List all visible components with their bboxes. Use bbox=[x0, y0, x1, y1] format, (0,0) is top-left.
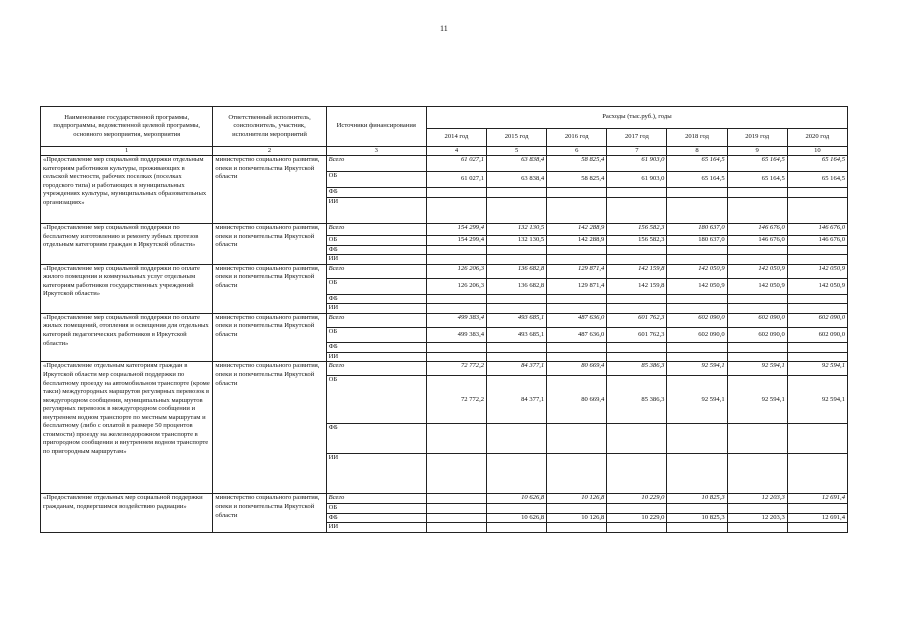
expense-value bbox=[547, 424, 607, 454]
funding-source: ОБ bbox=[326, 376, 426, 424]
expense-value bbox=[487, 342, 547, 352]
executor-name: министерство социального развития, опеки и попечительства Иркутской области bbox=[213, 494, 326, 533]
table-row bbox=[41, 224, 848, 236]
program-name: «Предоставление мер социальной поддержки по оплате жилого помещения и коммунальных услуг отдельным категориям работников государственных учреждений Иркутской области» bbox=[41, 264, 213, 313]
expense-value: 180 637,0 bbox=[667, 236, 727, 246]
expense-value: 80 669,4 bbox=[547, 376, 607, 424]
expense-value: 85 386,3 bbox=[607, 362, 667, 376]
expense-value: 136 682,8 bbox=[487, 278, 547, 294]
expense-value bbox=[426, 198, 486, 224]
funding-source: ИИ bbox=[326, 304, 426, 314]
expense-value bbox=[607, 454, 667, 494]
expense-value: 12 691,4 bbox=[787, 513, 847, 523]
column-number: 6 bbox=[547, 147, 607, 156]
expense-value: 126 206,3 bbox=[426, 278, 486, 294]
expense-value: 132 130,5 bbox=[487, 224, 547, 236]
expense-value bbox=[607, 255, 667, 265]
expense-value: 132 130,5 bbox=[487, 236, 547, 246]
expense-value bbox=[547, 523, 607, 533]
expense-value: 602 090,0 bbox=[787, 313, 847, 327]
header-name: Наименование государственной программы, подпрограммы, ведомственной целевой программы, основного мероприятия, мероприятия bbox=[41, 107, 213, 147]
expense-value bbox=[426, 503, 486, 513]
expense-value bbox=[667, 523, 727, 533]
funding-source: Всего bbox=[326, 264, 426, 278]
funding-source: ИИ bbox=[326, 198, 426, 224]
expense-value bbox=[787, 342, 847, 352]
expense-value bbox=[487, 198, 547, 224]
program-name: «Предоставление отдельным категориям граждан в Иркутской области мер социальной поддержки по бесплатному проезду на автомобильном транспорте (кроме такси) междугородных маршрутов регулярных перевозок в междугородном сообщении, муниципальных маршрутов регулярных перевозок в междугородном сообщении и внутреннем водном транспорте по местным маршрутам и бесплатному (либо с оплатой в размере 50 процентов стоимости) проезду на железнодорожном транспорте в пригородном сообщении и внутреннем водном транспорте по пригородным маршрутам» bbox=[41, 362, 213, 494]
expense-value: 80 669,4 bbox=[547, 362, 607, 376]
expense-value bbox=[426, 424, 486, 454]
expense-value: 142 288,9 bbox=[547, 224, 607, 236]
expense-value bbox=[487, 503, 547, 513]
expense-value: 180 637,0 bbox=[667, 224, 727, 236]
expense-value: 602 090,0 bbox=[727, 313, 787, 327]
executor-name: министерство социального развития, опеки и попечительства Иркутской области bbox=[213, 362, 326, 494]
program-name: «Предоставление отдельных мер социальной поддержки гражданам, подвергшимся воздействию радиации» bbox=[41, 494, 213, 533]
expense-value bbox=[727, 304, 787, 314]
column-number: 2 bbox=[213, 147, 326, 156]
funding-source: ФБ bbox=[326, 294, 426, 304]
expense-value bbox=[667, 198, 727, 224]
column-number: 10 bbox=[787, 147, 847, 156]
executor-name: министерство социального развития, опеки и попечительства Иркутской области bbox=[213, 156, 326, 224]
expense-value: 142 288,9 bbox=[547, 236, 607, 246]
expense-value: 154 299,4 bbox=[426, 236, 486, 246]
expense-value: 146 676,0 bbox=[787, 236, 847, 246]
expense-value: 10 626,8 bbox=[487, 494, 547, 504]
expense-value: 156 582,3 bbox=[607, 224, 667, 236]
expense-value bbox=[727, 352, 787, 362]
funding-source: ФБ bbox=[326, 342, 426, 352]
expense-value bbox=[787, 454, 847, 494]
expense-value bbox=[426, 513, 486, 523]
funding-source: ИИ bbox=[326, 454, 426, 494]
expense-value bbox=[667, 503, 727, 513]
year-header: 2016 год bbox=[547, 129, 607, 147]
expense-value: 65 164,5 bbox=[787, 172, 847, 188]
expense-value: 499 383,4 bbox=[426, 327, 486, 342]
year-header: 2020 год bbox=[787, 129, 847, 147]
expense-value: 10 825,3 bbox=[667, 513, 727, 523]
expense-value: 61 903,0 bbox=[607, 156, 667, 172]
expense-value: 142 159,8 bbox=[607, 278, 667, 294]
expense-value: 92 594,1 bbox=[667, 376, 727, 424]
expense-value: 487 636,0 bbox=[547, 327, 607, 342]
expense-value: 72 772,2 bbox=[426, 376, 486, 424]
expense-value bbox=[487, 188, 547, 198]
expense-value: 146 676,0 bbox=[787, 224, 847, 236]
funding-source: ФБ bbox=[326, 188, 426, 198]
year-header: 2017 год bbox=[607, 129, 667, 147]
expense-value bbox=[787, 198, 847, 224]
expense-value: 61 027,1 bbox=[426, 156, 486, 172]
expense-value bbox=[547, 255, 607, 265]
executor-name: министерство социального развития, опеки и попечительства Иркутской области bbox=[213, 224, 326, 265]
expense-value: 65 164,5 bbox=[727, 172, 787, 188]
expense-value: 602 090,0 bbox=[727, 327, 787, 342]
expense-value: 63 838,4 bbox=[487, 172, 547, 188]
expense-value bbox=[727, 255, 787, 265]
funding-source: ОБ bbox=[326, 503, 426, 513]
expense-value bbox=[547, 304, 607, 314]
expense-value bbox=[547, 454, 607, 494]
funding-source: Всего bbox=[326, 494, 426, 504]
expense-value: 126 206,3 bbox=[426, 264, 486, 278]
header-executor: Ответственный исполнитель, соисполнитель, участник, исполнители мероприятий bbox=[213, 107, 326, 147]
expense-value: 602 090,0 bbox=[787, 327, 847, 342]
expense-value: 142 050,9 bbox=[667, 264, 727, 278]
expense-value: 142 050,9 bbox=[787, 264, 847, 278]
expense-value bbox=[426, 304, 486, 314]
column-number: 5 bbox=[487, 147, 547, 156]
column-number: 7 bbox=[607, 147, 667, 156]
expense-value: 487 636,0 bbox=[547, 313, 607, 327]
expense-value bbox=[607, 304, 667, 314]
expense-value bbox=[487, 424, 547, 454]
expense-value bbox=[426, 494, 486, 504]
expense-value bbox=[547, 198, 607, 224]
expense-value bbox=[667, 352, 727, 362]
expense-value: 601 762,3 bbox=[607, 313, 667, 327]
expense-value: 10 825,3 bbox=[667, 494, 727, 504]
funding-source: Всего bbox=[326, 362, 426, 376]
expense-value: 63 838,4 bbox=[487, 156, 547, 172]
expense-value bbox=[667, 454, 727, 494]
expense-value: 92 594,1 bbox=[787, 376, 847, 424]
table-row bbox=[41, 362, 848, 376]
expense-value bbox=[667, 342, 727, 352]
column-number: 4 bbox=[426, 147, 486, 156]
expense-value: 10 126,8 bbox=[547, 513, 607, 523]
expense-value bbox=[727, 503, 787, 513]
expense-value bbox=[607, 503, 667, 513]
funding-source: ОБ bbox=[326, 172, 426, 188]
expense-value: 84 377,1 bbox=[487, 376, 547, 424]
expense-value bbox=[426, 255, 486, 265]
expense-value bbox=[607, 294, 667, 304]
funding-source: Всего bbox=[326, 313, 426, 327]
executor-name: министерство социального развития, опеки и попечительства Иркутской области bbox=[213, 264, 326, 313]
expense-value bbox=[487, 294, 547, 304]
expense-value bbox=[487, 255, 547, 265]
expense-value: 12 203,3 bbox=[727, 513, 787, 523]
funding-source: ФБ bbox=[326, 424, 426, 454]
expense-value bbox=[607, 188, 667, 198]
program-name: «Предоставление мер социальной поддержки отдельным категориям работников культуры, проживающих в сельской местности, рабочих поселках (поселках городского типа) и работающих в муниципальных учреждениях культуры, муниципальных образовательных организациях» bbox=[41, 156, 213, 224]
expense-value: 92 594,1 bbox=[727, 376, 787, 424]
expense-value bbox=[727, 198, 787, 224]
expense-value: 129 871,4 bbox=[547, 278, 607, 294]
expense-value bbox=[607, 198, 667, 224]
table-row bbox=[41, 156, 848, 172]
expense-value bbox=[667, 255, 727, 265]
expense-value bbox=[667, 245, 727, 255]
expense-value: 61 027,1 bbox=[426, 172, 486, 188]
expense-value bbox=[487, 304, 547, 314]
expense-value bbox=[787, 523, 847, 533]
expense-value: 493 685,1 bbox=[487, 313, 547, 327]
expense-value bbox=[787, 245, 847, 255]
expense-value bbox=[787, 352, 847, 362]
expense-value: 142 050,9 bbox=[787, 278, 847, 294]
expense-value: 12 203,3 bbox=[727, 494, 787, 504]
expense-value bbox=[426, 454, 486, 494]
expense-value: 602 090,0 bbox=[667, 327, 727, 342]
expense-value bbox=[727, 245, 787, 255]
expense-value bbox=[547, 245, 607, 255]
expense-value: 142 159,8 bbox=[607, 264, 667, 278]
expense-value: 493 685,1 bbox=[487, 327, 547, 342]
expense-value: 602 090,0 bbox=[667, 313, 727, 327]
expense-value bbox=[547, 503, 607, 513]
year-header: 2019 год bbox=[727, 129, 787, 147]
expense-value bbox=[787, 255, 847, 265]
expense-value bbox=[426, 294, 486, 304]
expense-value bbox=[787, 304, 847, 314]
expense-value: 58 825,4 bbox=[547, 172, 607, 188]
column-number: 9 bbox=[727, 147, 787, 156]
expense-value: 92 594,1 bbox=[787, 362, 847, 376]
expense-value: 65 164,5 bbox=[787, 156, 847, 172]
page-number: 11 bbox=[440, 24, 448, 33]
expense-value: 129 871,4 bbox=[547, 264, 607, 278]
expense-value bbox=[667, 304, 727, 314]
expense-value bbox=[727, 188, 787, 198]
expense-value bbox=[487, 523, 547, 533]
expense-value: 146 676,0 bbox=[727, 236, 787, 246]
budget-table bbox=[40, 106, 848, 533]
expense-value bbox=[667, 294, 727, 304]
funding-source: ФБ bbox=[326, 245, 426, 255]
expense-value: 142 050,9 bbox=[727, 278, 787, 294]
expense-value: 146 676,0 bbox=[727, 224, 787, 236]
table-row bbox=[41, 313, 848, 327]
expense-value: 65 164,5 bbox=[727, 156, 787, 172]
expense-value: 85 386,3 bbox=[607, 376, 667, 424]
expense-value bbox=[487, 454, 547, 494]
funding-source: ФБ bbox=[326, 513, 426, 523]
expense-value: 601 762,3 bbox=[607, 327, 667, 342]
expense-value: 154 299,4 bbox=[426, 224, 486, 236]
expense-value bbox=[787, 424, 847, 454]
expense-value bbox=[727, 424, 787, 454]
year-header: 2014 год bbox=[426, 129, 486, 147]
header-expenses: Расходы (тыс.руб.), годы bbox=[426, 107, 847, 129]
expense-value bbox=[607, 523, 667, 533]
expense-value bbox=[487, 352, 547, 362]
funding-source: ОБ bbox=[326, 327, 426, 342]
expense-value bbox=[667, 188, 727, 198]
expense-value bbox=[547, 188, 607, 198]
expense-value: 92 594,1 bbox=[667, 362, 727, 376]
expense-value bbox=[426, 188, 486, 198]
funding-source: ОБ bbox=[326, 236, 426, 246]
expense-value: 499 383,4 bbox=[426, 313, 486, 327]
expense-value bbox=[547, 294, 607, 304]
expense-value: 10 229,0 bbox=[607, 513, 667, 523]
expense-value: 10 626,8 bbox=[487, 513, 547, 523]
expense-value bbox=[487, 245, 547, 255]
year-header: 2015 год bbox=[487, 129, 547, 147]
expense-value: 10 229,0 bbox=[607, 494, 667, 504]
expense-value bbox=[667, 424, 727, 454]
expense-value: 156 582,3 bbox=[607, 236, 667, 246]
expense-value bbox=[426, 342, 486, 352]
program-name: «Предоставление мер социальной поддержки по бесплатному изготовлению и ремонту зубных протезов отдельным категориям граждан в Иркутской области» bbox=[41, 224, 213, 265]
expense-value: 58 825,4 bbox=[547, 156, 607, 172]
funding-source: Всего bbox=[326, 156, 426, 172]
expense-value bbox=[426, 352, 486, 362]
expense-value bbox=[787, 188, 847, 198]
executor-name: министерство социального развития, опеки и попечительства Иркутской области bbox=[213, 313, 326, 362]
expense-value bbox=[787, 503, 847, 513]
expense-value: 142 050,9 bbox=[727, 264, 787, 278]
expense-value bbox=[547, 352, 607, 362]
expense-value: 65 164,5 bbox=[667, 156, 727, 172]
expense-value bbox=[547, 342, 607, 352]
expense-value: 92 594,1 bbox=[727, 362, 787, 376]
header-source: Источники финансирования bbox=[326, 107, 426, 147]
expense-value bbox=[426, 245, 486, 255]
expense-value bbox=[727, 342, 787, 352]
expense-value: 12 691,4 bbox=[787, 494, 847, 504]
table-row bbox=[41, 494, 848, 504]
expense-value: 84 377,1 bbox=[487, 362, 547, 376]
expense-value: 136 682,8 bbox=[487, 264, 547, 278]
table-row bbox=[41, 264, 848, 278]
expense-value: 61 903,0 bbox=[607, 172, 667, 188]
year-header: 2018 год bbox=[667, 129, 727, 147]
program-name: «Предоставление мер социальной поддержки по оплате жилых помещений, отопления и освещения для отдельных категорий педагогических работников в Иркутской области» bbox=[41, 313, 213, 362]
funding-source: ИИ bbox=[326, 523, 426, 533]
expense-value bbox=[607, 424, 667, 454]
expense-value bbox=[727, 454, 787, 494]
expense-value bbox=[426, 523, 486, 533]
column-number: 3 bbox=[326, 147, 426, 156]
funding-source: ОБ bbox=[326, 278, 426, 294]
column-number: 8 bbox=[667, 147, 727, 156]
expense-value: 72 772,2 bbox=[426, 362, 486, 376]
funding-source: ИИ bbox=[326, 255, 426, 265]
expense-value bbox=[727, 294, 787, 304]
column-number: 1 bbox=[41, 147, 213, 156]
expense-value bbox=[727, 523, 787, 533]
expense-value: 142 050,9 bbox=[667, 278, 727, 294]
funding-source: ИИ bbox=[326, 352, 426, 362]
expense-value: 65 164,5 bbox=[667, 172, 727, 188]
expense-value bbox=[607, 245, 667, 255]
funding-source: Всего bbox=[326, 224, 426, 236]
expense-value bbox=[787, 294, 847, 304]
expense-value: 10 126,8 bbox=[547, 494, 607, 504]
expense-value bbox=[607, 352, 667, 362]
expense-value bbox=[607, 342, 667, 352]
